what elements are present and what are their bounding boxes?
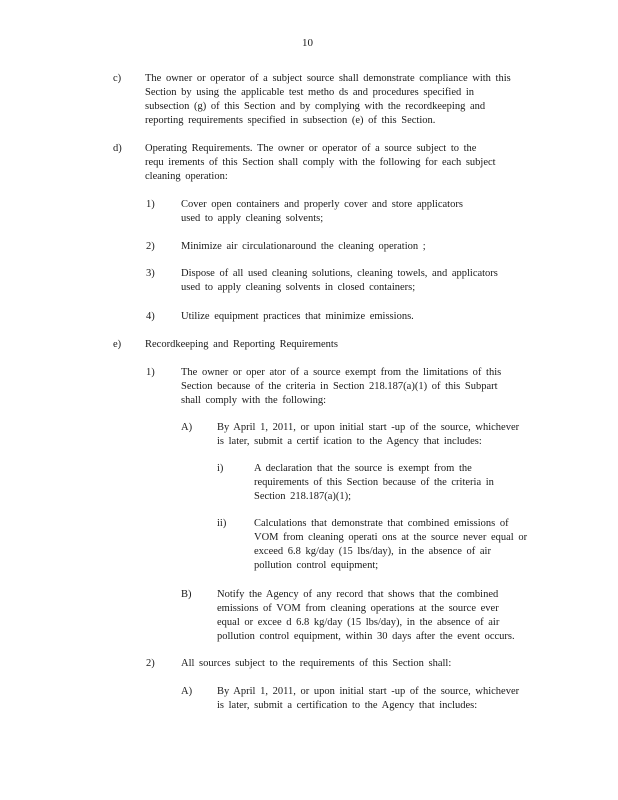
text-line: Dispose of all used cleaning solutions, cleaning towels, and applicators <box>181 268 498 279</box>
text-line: Section by using the applicable test metho ds and procedures specified in <box>145 87 475 98</box>
item-label-e1Ai: i) <box>217 463 224 474</box>
item-label-e1B: B) <box>181 589 192 600</box>
text-line: reporting requirements specified in subsection (e) of this Section. <box>145 115 436 126</box>
item-label-e2: 2) <box>146 658 155 669</box>
text-line: subsection (g) of this Section and by complying with the recordkeeping and <box>145 101 486 112</box>
text-line: Operating Requirements. The owner or operator of a source subject to the <box>145 143 477 154</box>
item-label-d4: 4) <box>146 311 155 322</box>
text-line: All sources subject to the requirements of this Section shall: <box>181 658 452 669</box>
text-line: By April 1, 2011, or upon initial start -up of the source, whichever <box>217 686 520 697</box>
text-line: VOM from cleaning operati ons at the source never equal or <box>254 532 528 543</box>
text-line: used to apply cleaning solvents; <box>181 213 324 224</box>
text-line: The owner or operator of a subject source shall demonstrate compliance with this <box>145 73 511 84</box>
text-line: Notify the Agency of any record that shows that the combined <box>217 589 499 600</box>
item-c-text <box>145 72 511 128</box>
item-d1-text <box>181 198 463 226</box>
item-label-d3: 3) <box>146 268 155 279</box>
page-number: 10 <box>302 37 313 49</box>
item-e2-text <box>181 657 451 671</box>
item-e2A-text <box>217 685 519 713</box>
item-label-c: c) <box>113 73 122 84</box>
item-e1-text <box>181 366 501 408</box>
text-line: Cover open containers and properly cover and store applicators <box>181 199 463 210</box>
text-line: Calculations that demonstrate that combined emissions of <box>254 518 509 529</box>
text-line: exceed 6.8 kg/day (15 lbs/day), in the absence of air <box>254 546 491 557</box>
text-line: Section 218.187(a)(1); <box>254 491 352 502</box>
text-line: By April 1, 2011, or upon initial start -up of the source, whichever <box>217 422 520 433</box>
text-line: shall comply with the following: <box>181 395 327 406</box>
section-heading: Recordkeeping and Reporting Requirements <box>145 339 338 350</box>
item-e1B-text <box>217 588 515 644</box>
item-d4-text <box>181 310 414 324</box>
text-line: equal or excee d 6.8 kg/day (15 lbs/day), in the absence of air <box>217 617 500 628</box>
item-label-e2A: A) <box>181 686 193 697</box>
text-line: is later, submit a certification to the Agency that includes: <box>217 700 478 711</box>
text-line: Utilize equipment practices that minimize emissions. <box>181 311 414 322</box>
text-line: is later, submit a certif ication to the Agency that includes: <box>217 436 482 447</box>
item-d3-text <box>181 267 498 295</box>
text-line: pollution control equipment; <box>254 560 379 571</box>
text-line: used to apply cleaning solvents in closed containers; <box>181 282 416 293</box>
item-label-d: d) <box>113 143 122 154</box>
item-label-e1A: A) <box>181 422 193 433</box>
text-line: requirements of this Section because of the criteria in <box>254 477 494 488</box>
text-line: pollution control equipment, within 30 days after the event occurs. <box>217 631 515 642</box>
item-e1Aii-text <box>254 517 527 573</box>
item-label-d2: 2) <box>146 241 155 252</box>
item-label-e1Aii: ii) <box>217 518 227 529</box>
text-line: emissions of VOM from cleaning operations at the source ever <box>217 603 499 614</box>
item-e1Ai-text <box>254 462 494 504</box>
text-line: The owner or oper ator of a source exempt from the limitations of this <box>181 367 502 378</box>
item-d-text <box>145 142 496 184</box>
item-e1A-text <box>217 421 519 449</box>
item-label-e: e) <box>113 339 122 350</box>
item-label-e1: 1) <box>146 367 155 378</box>
text-line: cleaning operation: <box>145 171 228 182</box>
text-line: requ irements of this Section shall comply with the following for each subject <box>145 157 496 168</box>
item-d2-text <box>181 240 426 254</box>
text-line: Section because of the criteria in Section 218.187(a)(1) of this Subpart <box>181 381 498 392</box>
text-line: A declaration that the source is exempt from the <box>254 463 472 474</box>
item-label-d1: 1) <box>146 199 155 210</box>
text-line: Minimize air circulationaround the cleaning operation ; <box>181 241 426 252</box>
